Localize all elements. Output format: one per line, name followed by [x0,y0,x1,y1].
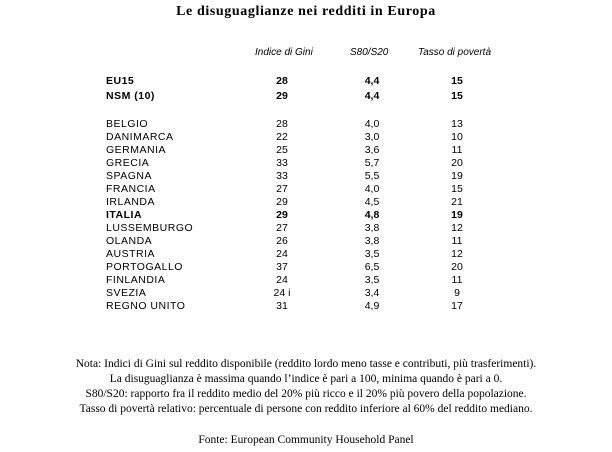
table-row [0,274,612,287]
country-name: SVEZIA [106,287,147,299]
table-row [0,287,612,300]
poverty-value: 12 [451,248,463,260]
s80-value: 4,0 [364,118,380,130]
table-row [0,157,612,170]
note-line: La disuguaglianza è massima quando l’indice è pari a 100, minima quando è pari a 0. [109,373,503,385]
poverty-value: 13 [451,118,463,130]
s80-value: 3,8 [364,222,380,234]
country-name: DANIMARCA [106,131,174,143]
poverty-value: 10 [451,131,463,143]
poverty-value: 11 [451,144,463,156]
gini-value: 22 [276,131,288,143]
poverty-value: 21 [451,196,463,208]
note-line: Nota: Indici di Gini sul reddito disponibile (reddito lordo meno tasse e contributi, più trasferimenti). [75,358,537,370]
gini-value: 29 [276,209,288,221]
table-row [0,131,612,144]
gini-value: 29 [276,90,288,102]
gini-value: 27 [276,222,288,234]
country-name: ITALIA [106,209,143,221]
country-name: SPAGNA [106,170,152,182]
gini-value: 28 [276,75,288,87]
gini-value: 33 [276,170,288,182]
s80-value: 3,5 [364,274,380,286]
s80-value: 5,5 [364,170,380,182]
country-name: BELGIO [106,118,149,130]
s80-value: 3,6 [364,144,380,156]
table-row-eu15 [0,75,612,88]
gini-value: 31 [276,300,288,312]
page-title: Le disuguaglianze nei redditi in Europa [176,4,436,19]
poverty-value: 15 [451,90,463,102]
country-name: GERMANIA [106,144,167,156]
poverty-value: 9 [454,287,460,299]
gini-value: 28 [276,118,288,130]
header-poverty-rate: Tasso di povertà [418,47,492,58]
table-row [0,118,612,131]
s80-value: 3,4 [364,287,380,299]
poverty-value: 19 [451,209,463,221]
poverty-value: 15 [451,183,463,195]
table-row [0,300,612,313]
country-name: FRANCIA [106,183,156,195]
gini-value: 25 [276,144,288,156]
s80-value: 4,9 [364,300,380,312]
note-line: Tasso di povertà relativo: percentuale di persone con reddito inferiore al 60% del reddito mediano. [79,403,533,415]
poverty-value: 11 [451,274,463,286]
gini-value: 24 [276,248,288,260]
table-row [0,261,612,274]
country-name: EU15 [106,75,135,87]
s80-value: 5,7 [364,157,380,169]
poverty-value: 19 [451,170,463,182]
poverty-value: 17 [451,300,463,312]
table-row-nsm10 [0,90,612,103]
gini-value: 37 [276,261,288,273]
header-s80-s20: S80/S20 [350,47,389,58]
gini-value: 29 [276,196,288,208]
country-name: AUSTRIA [106,248,156,260]
country-name: FINLANDIA [106,274,166,286]
s80-value: 6,5 [364,261,380,273]
poverty-value: 20 [451,261,463,273]
gini-value: 24 [276,274,288,286]
table-row [0,183,612,196]
s80-value: 4,5 [364,196,380,208]
s80-value: 3,5 [364,248,380,260]
table-row [0,170,612,183]
s80-value: 4,8 [364,209,380,221]
source-line: Fonte: European Community Household Panel [198,434,414,446]
s80-value: 4,4 [364,75,380,87]
s80-value: 4,4 [364,90,380,102]
poverty-value: 20 [451,157,463,169]
country-name: REGNO UNITO [106,300,186,312]
table-row [0,235,612,248]
s80-value: 3,8 [364,235,380,247]
poverty-value: 11 [451,235,463,247]
country-name: LUSSEMBURGO [106,222,194,234]
table-row [0,248,612,261]
country-name: IRLANDA [106,196,156,208]
table-row [0,222,612,235]
s80-value: 4,0 [364,183,380,195]
country-name: NSM (10) [106,90,155,102]
poverty-value: 12 [451,222,463,234]
table-row [0,196,612,209]
gini-value: 26 [276,235,288,247]
country-name: GRECIA [106,157,150,169]
table-row [0,144,612,157]
note-line: S80/S20: rapporto fra il reddito medio del 20% più ricco e il 20% più povero della popolazione. [85,388,527,400]
table-notes [0,357,612,417]
gini-value: 33 [276,157,288,169]
country-name: PORTOGALLO [106,261,183,273]
gini-value: 24 i [273,287,291,299]
country-name: OLANDA [106,235,153,247]
s80-value: 3,0 [364,131,380,143]
gini-value: 27 [276,183,288,195]
poverty-value: 15 [451,75,463,87]
table-row-italia [0,209,612,222]
header-gini: Indice di Gini [255,47,313,58]
